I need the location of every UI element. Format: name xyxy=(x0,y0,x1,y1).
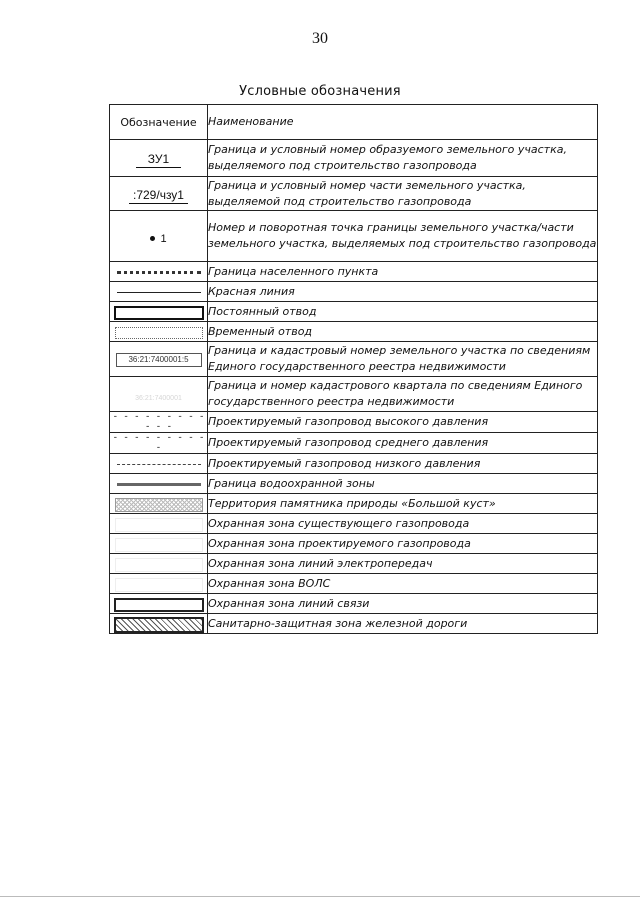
existing-pipeline-zone-symbol xyxy=(115,518,203,532)
legend-row xyxy=(110,282,598,302)
legend-name: Граница и кадастровый номер земельного участка по сведениям Единого государственного реестра недвижимости xyxy=(208,342,598,377)
legend-row xyxy=(110,614,598,634)
symbol-cell xyxy=(110,474,208,494)
settlement-boundary-line xyxy=(117,271,201,274)
communication-line-zone-box xyxy=(114,598,204,612)
water-protection-zone-line xyxy=(117,483,201,486)
land-plot-part-symbol: :729/чзу1 xyxy=(129,188,188,204)
symbol-cell xyxy=(110,262,208,282)
legend-name: Охранная зона линий связи xyxy=(208,594,598,614)
temporary-allotment-box xyxy=(115,327,203,339)
legend-name: Граница и номер кадастрового квартала по сведениям Единого государственного реестра недвижимости xyxy=(208,377,598,412)
legend-title: Условные обозначения xyxy=(239,84,401,99)
point-number: 1 xyxy=(160,232,167,245)
header-name: Наименование xyxy=(208,105,598,140)
legend-name: Граница и условный номер образуемого земельного участка, выделяемого под строительство газопровода xyxy=(208,140,598,177)
symbol-cell xyxy=(110,177,208,211)
point-dot-icon xyxy=(150,236,155,241)
power-line-zone-symbol xyxy=(115,558,203,572)
legend-name: Охранная зона существующего газопровода xyxy=(208,514,598,534)
legend-row xyxy=(110,534,598,554)
legend-name: Красная линия xyxy=(208,282,598,302)
land-plot-boundary-symbol: ЗУ1 xyxy=(136,152,181,168)
symbol-cell xyxy=(110,211,208,262)
nature-monument-hatch xyxy=(115,498,203,512)
red-line xyxy=(117,292,201,293)
legend-row xyxy=(110,594,598,614)
symbol-cell xyxy=(110,554,208,574)
legend-name: Охранная зона проектируемого газопровода xyxy=(208,534,598,554)
symbol-cell xyxy=(110,377,208,412)
legend-row xyxy=(110,494,598,514)
symbol-cell xyxy=(110,534,208,554)
legend-name: Территория памятника природы «Большой куст» xyxy=(208,494,598,514)
symbol-cell xyxy=(110,302,208,322)
legend-row xyxy=(110,412,598,433)
symbol-cell xyxy=(110,140,208,177)
symbol-cell xyxy=(110,454,208,474)
legend-name: Граница и условный номер части земельного участка, выделяемой под строительство газопровода xyxy=(208,177,598,211)
legend-row xyxy=(110,474,598,494)
legend-name: Проектируемый газопровод высокого давления xyxy=(208,412,598,433)
legend-name: Охранная зона ВОЛС xyxy=(208,574,598,594)
legend-row xyxy=(110,177,598,211)
symbol-cell xyxy=(110,433,208,454)
symbol-cell xyxy=(110,574,208,594)
fiber-line-zone-symbol xyxy=(115,578,203,592)
legend-row xyxy=(110,140,598,177)
symbol-cell xyxy=(110,614,208,634)
symbol-cell xyxy=(110,412,208,433)
legend-name: Постоянный отвод xyxy=(208,302,598,322)
legend-row xyxy=(110,454,598,474)
projected-pipeline-zone-symbol xyxy=(115,538,203,552)
medium-pressure-pipeline-line: - - - - - - - - - - xyxy=(112,433,205,453)
legend-row xyxy=(110,514,598,534)
legend-name: Временный отвод xyxy=(208,322,598,342)
legend-row xyxy=(110,554,598,574)
cadastral-plot-symbol: 36:21:7400001:5 xyxy=(116,353,202,367)
railway-sanitary-zone-hatch xyxy=(114,617,204,633)
page-number: 30 xyxy=(312,30,328,47)
high-pressure-pipeline-line: - - - - - - - - - - - - xyxy=(112,412,205,432)
symbol-cell xyxy=(110,342,208,377)
legend-row xyxy=(110,211,598,262)
legend-row xyxy=(110,377,598,412)
legend-name: Граница населенного пункта xyxy=(208,262,598,282)
legend-name: Номер и поворотная точка границы земельного участка/части земельного участка, выделяемых под строительство газопровода xyxy=(208,211,598,262)
legend-name: Санитарно-защитная зона железной дороги xyxy=(208,614,598,634)
legend-row xyxy=(110,302,598,322)
low-pressure-pipeline-line xyxy=(117,464,201,465)
footer-divider xyxy=(0,896,640,897)
symbol-cell xyxy=(110,514,208,534)
symbol-cell xyxy=(110,282,208,302)
turning-point-symbol xyxy=(150,233,166,245)
legend-row xyxy=(110,262,598,282)
legend-row xyxy=(110,433,598,454)
symbol-cell xyxy=(110,322,208,342)
legend-name: Охранная зона линий электропередач xyxy=(208,554,598,574)
header-row xyxy=(110,105,598,140)
legend-row xyxy=(110,322,598,342)
permanent-allotment-box xyxy=(114,306,204,320)
symbol-cell xyxy=(110,494,208,514)
legend-name: Проектируемый газопровод низкого давления xyxy=(208,454,598,474)
legend-name: Граница водоохранной зоны xyxy=(208,474,598,494)
header-symbol: Обозначение xyxy=(110,105,208,140)
legend-row xyxy=(110,574,598,594)
legend-table xyxy=(109,104,598,634)
symbol-cell xyxy=(110,594,208,614)
legend-row xyxy=(110,342,598,377)
legend-name: Проектируемый газопровод среднего давления xyxy=(208,433,598,454)
cadastral-quarter-symbol: 36:21:7400001 xyxy=(135,394,182,402)
